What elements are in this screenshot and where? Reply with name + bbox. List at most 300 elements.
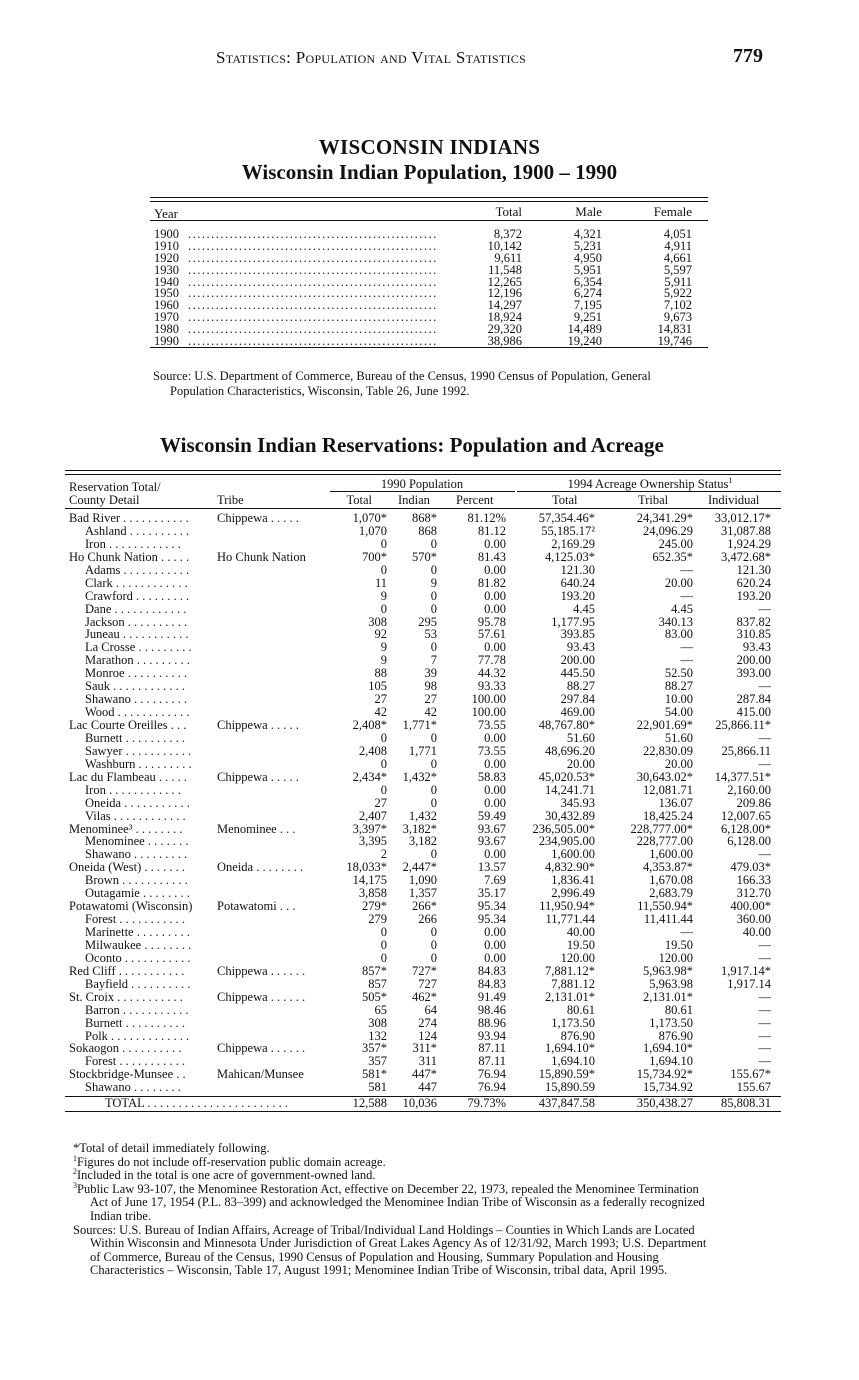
footnote-1-mark: 1 xyxy=(73,1153,77,1163)
male-cell: 6,274 xyxy=(573,286,602,301)
header-tribal: Tribal xyxy=(638,493,669,507)
total-row xyxy=(65,1096,781,1111)
acre-total-cell: 19.50 xyxy=(566,937,595,952)
tribal-cell: 4,353.87* xyxy=(643,860,693,875)
female-cell: 5,597 xyxy=(663,262,692,277)
pop-total-cell: 9 xyxy=(380,653,387,668)
indian-cell: 266* xyxy=(412,899,437,914)
tribal-cell: 228,777.00 xyxy=(636,834,693,849)
population-row xyxy=(150,276,708,288)
indian-cell: 0 xyxy=(430,536,437,551)
population-row xyxy=(150,240,708,252)
acre-total-cell: 297.84 xyxy=(560,692,595,707)
acre-total-cell: 234,905.00 xyxy=(538,834,595,849)
pop-total-cell: 0 xyxy=(380,730,387,745)
acre-total-cell: 4.45 xyxy=(573,601,595,616)
percent-cell: 59.49 xyxy=(477,808,506,823)
individual-cell: 360.00 xyxy=(736,912,771,927)
acre-total-cell: 1,173.50 xyxy=(551,1015,595,1030)
acre-total-cell: 2,169.29 xyxy=(551,536,595,551)
tribal-cell: — xyxy=(680,925,693,939)
percent-cell: 95.34 xyxy=(477,912,506,927)
footnotes xyxy=(73,1142,793,1278)
individual-cell: 287.84 xyxy=(736,692,771,707)
indian-cell: 266 xyxy=(418,912,437,927)
name-cell: Forest . . . . . . . . . . . xyxy=(85,913,185,927)
tribal-cell: 80.61 xyxy=(664,1002,693,1017)
individual-cell: 155.67* xyxy=(730,1067,771,1082)
indian-cell: 1,432* xyxy=(402,769,437,784)
name-cell: Marathon . . . . . . . . . xyxy=(85,654,190,668)
individual-cell: 2,160.00 xyxy=(727,782,771,797)
pop-total-cell: 0 xyxy=(380,925,387,939)
tribal-cell: — xyxy=(680,588,693,603)
tribal-cell: 5,963.98* xyxy=(643,963,693,978)
pop-total-cell: 0 xyxy=(380,601,387,616)
indian-cell: 3,182* xyxy=(402,821,437,836)
individual-cell: 310.85 xyxy=(736,627,771,642)
acre-total-cell: 876.90 xyxy=(560,1028,595,1043)
tribal-cell: 11,550.94* xyxy=(637,899,693,914)
tribe-cell: Chippewa . . . . . . xyxy=(217,1042,306,1056)
indian-cell: 0 xyxy=(430,588,437,603)
leader-dots: ...................................................... xyxy=(188,275,438,288)
group-1994-acreage-text: 1994 Acreage Ownership Status xyxy=(567,477,729,491)
header-pop-total: Total xyxy=(346,493,372,507)
name-cell: Bayfield . . . . . . . . . . xyxy=(85,977,191,991)
percent-cell: 76.94 xyxy=(477,1067,506,1082)
name-cell: Iron . . . . . . . . . . . . xyxy=(85,537,181,551)
tribe-cell: Menominee . . . xyxy=(217,822,296,836)
group-1994-acreage xyxy=(520,476,780,492)
acre-total-cell: 45,020.53* xyxy=(538,769,595,784)
individual-cell: 31,087.88 xyxy=(721,523,771,538)
tribal-cell: 876.90 xyxy=(658,1028,693,1043)
acre-total-cell: 88.27 xyxy=(566,679,595,694)
individual-cell: 200.00 xyxy=(736,653,771,668)
acre-total-cell: 1,600.00 xyxy=(551,847,595,862)
res-bottom-rule xyxy=(65,1111,781,1112)
tribal-cell: 1,670.08 xyxy=(649,873,693,888)
year-cell: 1950 xyxy=(154,286,179,301)
population-row xyxy=(150,228,708,240)
county-detail-row xyxy=(65,577,781,590)
tribal-cell: — xyxy=(680,562,693,577)
header-percent: Percent xyxy=(456,493,494,507)
percent-cell: 93.67 xyxy=(477,821,506,836)
tribal-cell: 10.00 xyxy=(664,692,693,707)
tribal-cell: 652.35* xyxy=(652,549,693,564)
pop-total-cell: 0 xyxy=(380,536,387,551)
pop-total-cell: 92 xyxy=(374,627,387,642)
leader-dots: ...................................................... xyxy=(188,311,438,324)
population-table xyxy=(150,197,708,348)
county-detail-row xyxy=(65,732,781,745)
county-detail-row xyxy=(65,810,781,823)
individual-cell: 193.20 xyxy=(736,588,771,603)
county-detail-row xyxy=(65,628,781,641)
percent-cell: 81.12 xyxy=(477,523,506,538)
pop-total-cell: 2,407 xyxy=(358,808,387,823)
county-detail-row xyxy=(65,952,781,965)
name-cell: Shawano . . . . . . . . . xyxy=(85,693,188,707)
indian-cell: 98 xyxy=(424,679,437,694)
percent-cell: 0.00 xyxy=(484,562,506,577)
tribal-cell: 20.00 xyxy=(664,575,693,590)
tribal-cell: — xyxy=(680,640,693,655)
population-row xyxy=(150,252,708,264)
tribal-cell: 83.00 xyxy=(664,627,693,642)
tribal-cell: 136.07 xyxy=(658,795,693,810)
percent-cell: 0.00 xyxy=(484,536,506,551)
col-male-header: Male xyxy=(575,204,602,219)
tribe-cell: Potawatomi . . . xyxy=(217,900,296,914)
name-cell: Potawatomi (Wisconsin) xyxy=(69,900,193,914)
name-cell: Monroe . . . . . . . . . . xyxy=(85,667,188,681)
name-cell: Ho Chunk Nation . . . . . xyxy=(69,550,190,564)
total-cell: 38,986 xyxy=(487,334,522,349)
individual-cell: — xyxy=(758,989,771,1004)
population-row xyxy=(150,287,708,299)
indian-cell: 53 xyxy=(424,627,437,642)
tribal-cell: 120.00 xyxy=(658,950,693,965)
pop-total-cell: 0 xyxy=(380,756,387,771)
indian-cell: 0 xyxy=(430,756,437,771)
population-row xyxy=(150,323,708,335)
tribe-cell: Chippewa . . . . . xyxy=(217,512,299,525)
total-cell: 9,611 xyxy=(494,250,522,265)
individual-cell: 1,917.14* xyxy=(721,963,771,978)
tribe-cell: Oneida . . . . . . . . xyxy=(217,861,304,875)
individual-cell: 93.43 xyxy=(742,640,771,655)
county-detail-row xyxy=(65,745,781,758)
group-1990-population: 1990 Population xyxy=(380,477,464,491)
percent-cell: 0.00 xyxy=(484,730,506,745)
year-cell: 1910 xyxy=(154,238,179,253)
individual-cell: — xyxy=(758,730,771,745)
acre-total-cell: 57,354.46* xyxy=(538,511,595,525)
acre-total-cell: 445.50 xyxy=(560,666,595,681)
leader-dots: ...................................................... xyxy=(188,323,438,336)
pop-total-cell: 308 xyxy=(368,614,387,629)
name-cell: Lac Courte Oreilles . . . xyxy=(69,719,187,732)
pop-total-cell: 581 xyxy=(368,1080,387,1095)
acre-total-cell: 15,890.59* xyxy=(538,1067,595,1082)
acre-total-cell: 469.00 xyxy=(560,705,595,720)
county-detail-row xyxy=(65,784,781,797)
leader-dots: ...................................................... xyxy=(188,239,438,252)
total-cell: 18,924 xyxy=(487,310,522,325)
population-row xyxy=(150,264,708,276)
tribal-cell: 19.50 xyxy=(664,937,693,952)
individual-cell: 25,866.11* xyxy=(715,718,771,732)
name-cell: Adams . . . . . . . . . . . xyxy=(85,563,190,577)
name-cell: Milwaukee . . . . . . . . xyxy=(85,938,192,952)
indian-cell: 1,771* xyxy=(402,718,437,732)
indian-cell: 0 xyxy=(430,640,437,655)
percent-cell: 87.11 xyxy=(478,1041,506,1056)
pop-total-cell: 581* xyxy=(362,1067,387,1082)
percent-cell: 98.46 xyxy=(477,1002,506,1017)
percent-cell: 0.00 xyxy=(484,601,506,616)
percent-cell: 73.55 xyxy=(477,718,506,732)
footnote-2-mark: 2 xyxy=(73,1167,77,1177)
sources-line-4: Characteristics – Wisconsin, Table 17, August 1991; Menominee Indian Tribe of Wisconsin, tribal data, April 1995. xyxy=(90,1263,668,1278)
percent-cell: 95.78 xyxy=(477,614,506,629)
year-cell: 1970 xyxy=(154,310,179,325)
col-total-header: Total xyxy=(495,204,522,219)
pop-total-cell: 42 xyxy=(374,705,387,720)
acre-total-cell: 4,125.03* xyxy=(545,549,595,564)
indian-cell: 124 xyxy=(418,1028,437,1043)
section-subtitle: Wisconsin Indian Population, 1900 – 1990 xyxy=(241,160,618,184)
individual-cell: 415.00 xyxy=(736,705,771,720)
county-detail-row xyxy=(65,590,781,603)
county-detail-row xyxy=(65,978,781,991)
pop-total-cell: 2,408* xyxy=(352,718,387,732)
indian-cell: 7 xyxy=(430,653,437,668)
individual-cell: 620.24 xyxy=(736,575,771,590)
name-cell: Oneida (West) . . . . . . . xyxy=(69,861,185,875)
acre-total-cell: 1,177.95 xyxy=(551,614,595,629)
pop-total-cell: 0 xyxy=(380,937,387,952)
tribal-cell: 54.00 xyxy=(664,705,693,720)
tribal-cell: 12,081.71 xyxy=(643,782,693,797)
name-cell: Burnett . . . . . . . . . . xyxy=(85,1016,185,1030)
percent-cell: 91.49 xyxy=(477,989,506,1004)
tribal-cell: 18,425.24 xyxy=(643,808,693,823)
header-county-detail: County Detail xyxy=(69,493,140,507)
name-cell: Red Cliff . . . . . . . . . . . xyxy=(69,964,185,978)
pop-total-cell: 1,070* xyxy=(352,511,387,525)
total-cell: 11,548 xyxy=(488,262,522,277)
percent-cell: 0.00 xyxy=(484,795,506,810)
pop-total-cell: 3,858 xyxy=(358,886,387,901)
pop-total-cell: 14,175 xyxy=(352,873,387,888)
indian-cell: 311 xyxy=(418,1054,437,1069)
total-indian: 10,036 xyxy=(402,1096,437,1111)
percent-cell: 0.00 xyxy=(484,925,506,939)
table-bottom-rule xyxy=(150,347,708,348)
individual-cell: 3,472.68* xyxy=(721,549,771,564)
percent-cell: 0.00 xyxy=(484,588,506,603)
tribal-cell: 22,830.09 xyxy=(643,743,693,758)
name-cell: Sawyer . . . . . . . . . . . xyxy=(85,744,192,758)
male-cell: 4,950 xyxy=(573,250,602,265)
leader-dots: ...................................................... xyxy=(188,287,438,300)
tribal-cell: 1,694.10* xyxy=(643,1041,693,1056)
pop-total-cell: 700* xyxy=(362,549,387,564)
indian-cell: 1,357 xyxy=(408,886,437,901)
tribal-cell: 51.60 xyxy=(664,730,693,745)
acre-total-cell: 121.30 xyxy=(560,562,595,577)
individual-cell: 837.82 xyxy=(736,614,771,629)
year-cell: 1990 xyxy=(154,334,179,349)
individual-cell: 393.00 xyxy=(736,666,771,681)
tribal-cell: 24,341.29* xyxy=(636,511,693,525)
acre-total-cell: 11,771.44 xyxy=(545,912,595,927)
footnote-3-mark: 3 xyxy=(73,1180,77,1190)
indian-cell: 1,771 xyxy=(408,743,437,758)
percent-cell: 57.61 xyxy=(477,627,506,642)
footnote-2 xyxy=(73,1169,793,1183)
pop-total-cell: 2,434* xyxy=(352,769,387,784)
county-detail-row xyxy=(65,1081,781,1094)
acre-total-cell: 1,836.41 xyxy=(551,873,595,888)
tribal-cell: 2,131.01* xyxy=(643,989,693,1004)
name-cell: Oconto . . . . . . . . . . . xyxy=(85,951,191,965)
indian-cell: 462* xyxy=(412,989,437,1004)
population-row xyxy=(150,311,708,323)
tribal-cell: 5,963.98 xyxy=(649,976,693,991)
res-header-row-2 xyxy=(65,492,781,508)
percent-cell: 7.69 xyxy=(484,873,506,888)
pop-total-cell: 0 xyxy=(380,782,387,797)
name-cell: Jackson . . . . . . . . . . xyxy=(85,615,188,629)
tribe-cell: Chippewa . . . . . . xyxy=(217,990,306,1004)
name-cell: Outagamie . . . . . . . . xyxy=(85,887,190,901)
pop-total-cell: 279* xyxy=(362,899,387,914)
tribe-cell: Ho Chunk Nation xyxy=(217,550,306,564)
indian-cell: 39 xyxy=(424,666,437,681)
name-cell: Vilas . . . . . . . . . . . . xyxy=(85,809,186,823)
percent-cell: 88.96 xyxy=(477,1015,506,1030)
name-cell: Crawford . . . . . . . . . xyxy=(85,589,190,603)
male-cell: 9,251 xyxy=(573,310,602,325)
female-cell: 4,911 xyxy=(664,238,692,253)
reservation-row xyxy=(65,965,781,978)
indian-cell: 9 xyxy=(430,575,437,590)
footnote-2-text: Included in the total is one acre of government-owned land. xyxy=(77,1168,376,1183)
reservation-row xyxy=(65,771,781,784)
individual-cell: — xyxy=(758,1015,771,1030)
reservations-table xyxy=(65,470,781,1112)
pop-total-cell: 1,070 xyxy=(358,523,387,538)
reservation-row xyxy=(65,719,781,732)
total-cell: 29,320 xyxy=(487,322,522,337)
acre-total-cell: 4,832.90* xyxy=(545,860,595,875)
county-detail-row xyxy=(65,939,781,952)
name-cell: Sokaogon . . . . . . . . . . xyxy=(69,1042,182,1056)
individual-cell: 1,917.14 xyxy=(727,976,771,991)
name-cell: Clark . . . . . . . . . . . . xyxy=(85,576,188,590)
name-cell: Polk . . . . . . . . . . . . . xyxy=(85,1029,190,1043)
leader-dots: ...................................................... xyxy=(188,263,438,276)
individual-cell: 40.00 xyxy=(742,925,771,939)
acre-total-cell: 93.43 xyxy=(566,640,595,655)
percent-cell: 0.00 xyxy=(484,937,506,952)
percent-cell: 0.00 xyxy=(484,756,506,771)
pop-total-cell: 9 xyxy=(380,588,387,603)
county-detail-row xyxy=(65,538,781,551)
name-cell: Dane . . . . . . . . . . . . xyxy=(85,602,187,616)
female-cell: 9,673 xyxy=(663,310,692,325)
indian-cell: 727* xyxy=(412,963,437,978)
tribal-cell: 340.13 xyxy=(658,614,693,629)
male-cell: 6,354 xyxy=(573,274,602,289)
name-cell: Menominee³ . . . . . . . . xyxy=(69,822,183,836)
percent-cell: 35.17 xyxy=(477,886,506,901)
acre-total-cell: 80.61 xyxy=(566,1002,595,1017)
name-cell: Shawano . . . . . . . . xyxy=(85,1081,181,1095)
footnote-3 xyxy=(73,1180,793,1197)
acre-total-cell: 345.93 xyxy=(560,795,595,810)
footnote-3-line-3: Indian tribe. xyxy=(90,1208,152,1223)
county-detail-row xyxy=(65,641,781,654)
indian-cell: 64 xyxy=(424,1002,437,1017)
acre-total-cell: 393.85 xyxy=(560,627,595,642)
individual-cell: 25,866.11 xyxy=(721,743,771,758)
county-detail-row xyxy=(65,758,781,771)
reservation-rows xyxy=(65,512,781,1094)
indian-cell: 42 xyxy=(424,705,437,720)
percent-cell: 81.12% xyxy=(467,511,506,525)
population-row xyxy=(150,335,708,347)
pop-total-cell: 857 xyxy=(368,976,387,991)
footnote-1-text: Figures do not include off-reservation public domain acreage. xyxy=(77,1154,386,1169)
pop-total-cell: 27 xyxy=(374,692,387,707)
indian-cell: 274 xyxy=(418,1015,437,1030)
acre-total-cell: 51.60 xyxy=(566,730,595,745)
tribe-cell: Mahican/Munsee xyxy=(217,1068,304,1082)
pop-total-cell: 357 xyxy=(368,1054,387,1069)
individual-cell: — xyxy=(758,1028,771,1043)
name-cell: Juneau . . . . . . . . . . . xyxy=(85,628,189,642)
acre-total-cell: 120.00 xyxy=(560,950,595,965)
reservations-title: Wisconsin Indian Reservations: Population and Acreage xyxy=(160,433,664,457)
footnote-star: *Total of detail immediately following. xyxy=(73,1141,270,1155)
county-detail-row xyxy=(65,1017,781,1030)
leader-dots: ...................................................... xyxy=(188,299,438,312)
female-cell: 7,102 xyxy=(663,298,692,313)
header-reservation-total: Reservation Total/ xyxy=(69,480,161,494)
total-cell: 8,372 xyxy=(493,227,522,241)
individual-cell: 209.86 xyxy=(736,795,771,810)
name-cell: Oneida . . . . . . . . . . . xyxy=(85,796,190,810)
individual-cell: — xyxy=(758,950,771,965)
indian-cell: 0 xyxy=(430,601,437,616)
percent-cell: 93.67 xyxy=(477,834,506,849)
percent-cell: 100.00 xyxy=(471,705,506,720)
source-line-1: Source: U.S. Department of Commerce, Bureau of the Census, 1990 Census of Population, General xyxy=(153,369,651,383)
indian-cell: 727 xyxy=(418,976,437,991)
res-header-rule xyxy=(65,508,781,509)
reservation-row xyxy=(65,551,781,564)
col-year-header: Year xyxy=(154,206,178,221)
individual-cell: 166.33 xyxy=(736,873,771,888)
sources-line-1: Sources: U.S. Bureau of Indian Affairs, Acreage of Tribal/Individual Land Holdings – Counties in Which Lands are Located xyxy=(73,1222,695,1237)
individual-cell: 1,924.29 xyxy=(727,536,771,551)
tribal-cell: 1,600.00 xyxy=(649,847,693,862)
acre-total-cell: 640.24 xyxy=(560,575,595,590)
county-detail-row xyxy=(65,797,781,810)
female-cell: 4,051 xyxy=(663,227,692,241)
acre-total-cell: 7,881.12 xyxy=(551,976,595,991)
indian-cell: 0 xyxy=(430,730,437,745)
footnote-1-ref: 1 xyxy=(728,475,733,485)
total-acre: 437,847.58 xyxy=(538,1096,595,1111)
indian-cell: 311* xyxy=(412,1041,437,1056)
individual-cell: 479.03* xyxy=(730,860,771,875)
tribal-cell: 11,411.44 xyxy=(643,912,693,927)
leader-dots: ...................................................... xyxy=(188,335,438,348)
individual-cell: — xyxy=(758,1041,771,1056)
tribal-cell: 20.00 xyxy=(664,756,693,771)
total-pop: 12,588 xyxy=(352,1096,387,1111)
male-cell: 4,321 xyxy=(573,227,602,241)
year-cell: 1930 xyxy=(154,262,179,277)
header-acre-total: Total xyxy=(552,493,578,507)
